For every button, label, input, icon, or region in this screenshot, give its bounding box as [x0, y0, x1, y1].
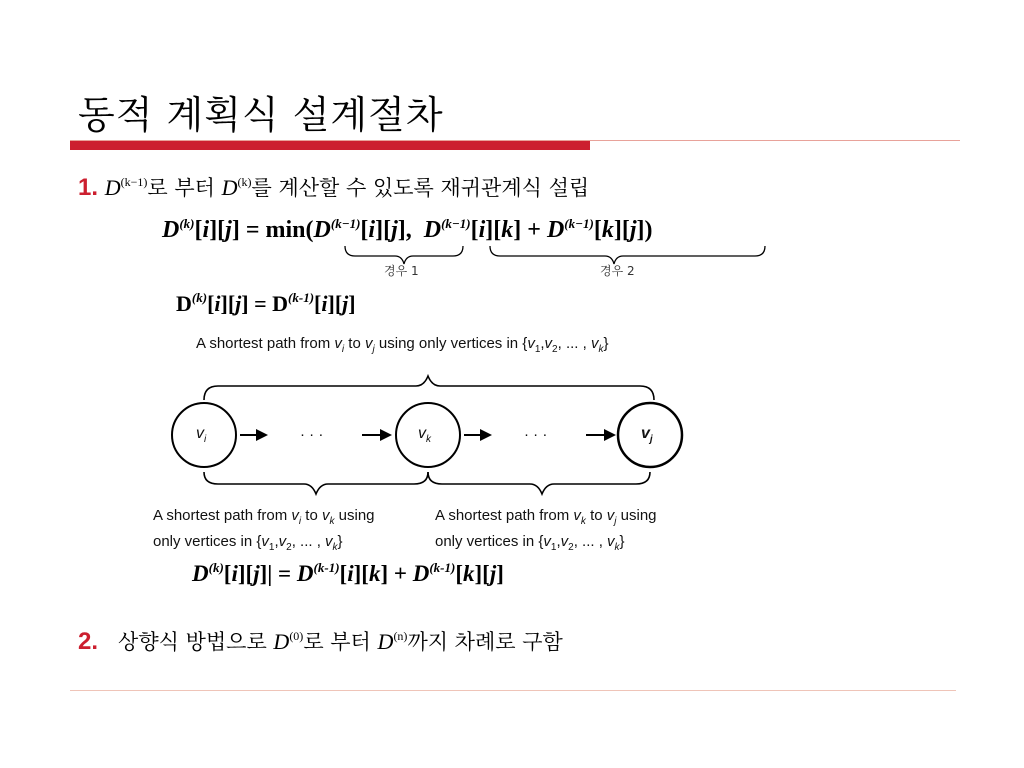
caption-right: A shortest path from $v_k$ to $v_j$ using only vertices in {$v_1,v_2$, ... , $v_k$} [435, 507, 657, 553]
arrow-head-3 [480, 429, 492, 441]
dots-right: · · · [524, 426, 548, 443]
arrow-head-2 [380, 429, 392, 441]
node-vk-label: $v_k$ [418, 425, 431, 446]
step1-sym-d2: D [221, 175, 238, 200]
title-accent-bar [70, 141, 590, 150]
step1-line [78, 172, 589, 202]
dots-left: · · · [300, 426, 324, 443]
step2-line [78, 626, 563, 656]
slide-title: 동적 계획식 설계절차 [78, 93, 444, 137]
footer-divider [70, 690, 956, 691]
step1-sym-d1: D [104, 175, 121, 200]
step1-text-b: 를 계산할 수 있도록 재귀관계식 설립 [251, 176, 590, 200]
step2-sym-d1: D [273, 629, 290, 654]
step2-sup-n: (n) [393, 629, 408, 643]
arrow-head-1 [256, 429, 268, 441]
arrow-head-4 [604, 429, 616, 441]
caption-left: A shortest path from $v_i$ to $v_k$ using only vertices in {$v_1,v_2$, ... , $v_k$} [153, 507, 375, 553]
node-vi-label: $v_i$ [196, 425, 207, 446]
case2-equation: $D^{(k)}[i][j]| = D^{(k-1)}[i][k] + D^{(k-1)}[k][j]$ [192, 560, 504, 586]
top-brace [204, 376, 654, 400]
step2-text-c: 까지 차례로 구함 [407, 630, 563, 654]
step1-number: 1. [78, 174, 99, 201]
bottom-brace-right [428, 472, 650, 494]
step2-sup-0: (0) [289, 629, 304, 643]
step1-sup-k: (k) [237, 175, 252, 189]
diagram-caption-top: A shortest path from $v_i$ to $v_j$ using only vertices in {$v_1,v_2$, ... , $v_k$} [196, 335, 609, 355]
node-vj-label: $v_j$ [641, 425, 653, 446]
step2-number: 2. [78, 628, 99, 655]
case2-label: 경우 2 [600, 264, 635, 278]
step2-sym-d2: D [377, 629, 394, 654]
step2-text-b: 로 부터 [303, 630, 371, 654]
step2-text-a: 상향식 방법으로 [118, 630, 267, 654]
bottom-brace-left [204, 472, 428, 494]
case1-label: 경우 1 [384, 264, 419, 278]
step1-text-a: 로 부터 [147, 176, 215, 200]
step1-sup-km1: (k−1) [120, 175, 148, 189]
case1-equation: $D^{(k)}[i][j] = D^{(k-1)}[i][j]$ [176, 290, 356, 316]
main-equation: $D^{(k)}[i][j] = \min(D^{(k-1)}[i][j]$, $D^{(k-1)}[i][k] + D^{(k-1)}[k][j]$) [162, 216, 653, 243]
